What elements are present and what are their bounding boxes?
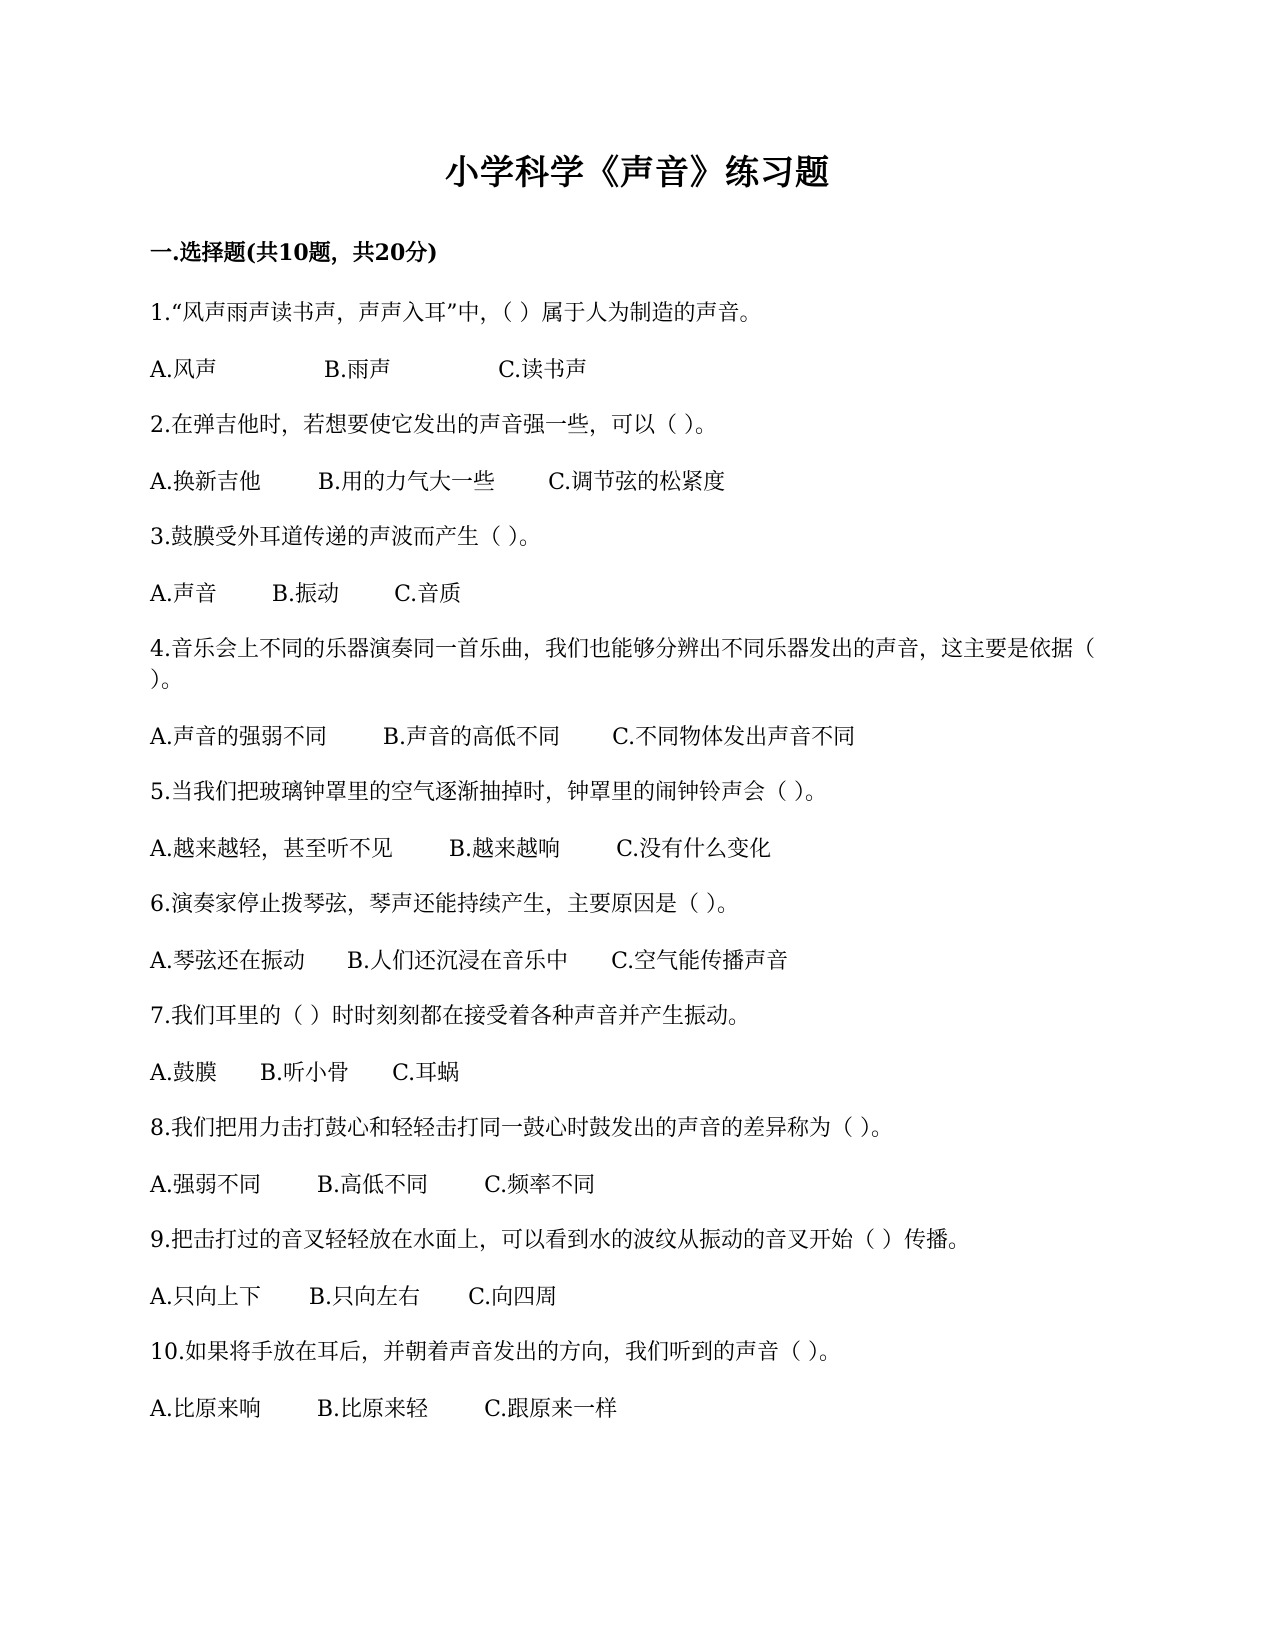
question-stem: 7.我们耳里的（ ）时时刻刻都在接受着各种声音并产生振动。 — [150, 1004, 750, 1029]
question-options — [150, 834, 1130, 865]
question-2 — [150, 410, 1130, 498]
option-c: C.音质 — [394, 582, 462, 607]
question-options — [150, 946, 1130, 977]
option-c: C.跟原来一样 — [484, 1397, 618, 1422]
option-c: C.读书声 — [498, 358, 588, 383]
question-6 — [150, 889, 1130, 977]
option-b: B.振动 — [271, 582, 340, 607]
section-heading: 一.选择题(共10题，共20分) — [150, 240, 438, 266]
question-options — [150, 355, 1130, 386]
option-b: B.只向左右 — [308, 1285, 421, 1310]
option-b: B.人们还沉浸在音乐中 — [346, 949, 569, 974]
option-a: A.琴弦还在振动 — [150, 949, 305, 974]
option-c: C.耳蜗 — [392, 1061, 460, 1086]
question-options — [150, 579, 1130, 610]
option-b: B.声音的高低不同 — [382, 725, 561, 750]
option-a: A.强弱不同 — [150, 1173, 261, 1198]
option-c: C.没有什么变化 — [616, 837, 772, 862]
question-stem: 1.“风声雨声读书声，声声入耳”中，（ ）属于人为制造的声音。 — [150, 301, 762, 326]
option-a: A.比原来响 — [150, 1397, 261, 1422]
option-a: A.风声 — [150, 358, 217, 383]
question-options — [150, 1170, 1130, 1201]
option-b: B.比原来轻 — [316, 1397, 429, 1422]
option-a: A.只向上下 — [150, 1285, 261, 1310]
question-8 — [150, 1113, 1130, 1201]
question-options — [150, 1394, 1130, 1425]
option-b: B.用的力气大一些 — [317, 470, 496, 495]
question-options — [150, 1058, 1130, 1089]
option-b: B.越来越响 — [448, 837, 561, 862]
question-list — [150, 298, 1130, 1449]
question-stem: 6.演奏家停止拨琴弦，琴声还能持续产生，主要原因是（ ）。 — [150, 892, 739, 917]
question-stem: 4.音乐会上不同的乐器演奏同一首乐曲，我们也能够分辨出不同乐器发出的声音，这主要是依据（ ）。 — [150, 637, 1095, 693]
question-stem: 9.把击打过的音叉轻轻放在水面上，可以看到水的波纹从振动的音叉开始（ ）传播。 — [150, 1228, 970, 1253]
option-b: B.听小骨 — [259, 1061, 350, 1086]
option-c: C.调节弦的松紧度 — [548, 470, 726, 495]
question-7 — [150, 1001, 1130, 1089]
question-5 — [150, 777, 1130, 865]
option-c: C.空气能传播声音 — [611, 949, 789, 974]
option-b: B.高低不同 — [316, 1173, 429, 1198]
option-a: A.声音 — [150, 582, 217, 607]
question-options — [150, 722, 1130, 753]
option-c: C.频率不同 — [484, 1173, 596, 1198]
question-stem: 10.如果将手放在耳后，并朝着声音发出的方向，我们听到的声音（ ）。 — [150, 1340, 841, 1365]
question-stem: 2.在弹吉他时，若想要使它发出的声音强一些，可以（ ）。 — [150, 413, 717, 438]
question-stem: 5.当我们把玻璃钟罩里的空气逐渐抽掉时，钟罩里的闹钟铃声会（ ）。 — [150, 780, 827, 805]
option-c: C.向四周 — [468, 1285, 558, 1310]
question-stem: 8.我们把用力击打鼓心和轻轻击打同一鼓心时鼓发出的声音的差异称为（ ）。 — [150, 1116, 893, 1141]
question-3 — [150, 522, 1130, 610]
option-a: A.声音的强弱不同 — [150, 725, 327, 750]
question-1 — [150, 298, 1130, 386]
document-title: 小学科学《声音》练习题 — [445, 153, 830, 193]
question-10 — [150, 1337, 1130, 1425]
question-9 — [150, 1225, 1130, 1313]
option-b: B.雨声 — [323, 358, 392, 383]
option-c: C.不同物体发出声音不同 — [612, 725, 856, 750]
option-a: A.鼓膜 — [150, 1061, 217, 1086]
question-stem: 3.鼓膜受外耳道传递的声波而产生（ ）。 — [150, 525, 541, 550]
option-a: A.越来越轻，甚至听不见 — [150, 837, 393, 862]
question-options — [150, 1282, 1130, 1313]
question-4 — [150, 634, 1130, 753]
option-a: A.换新吉他 — [150, 470, 261, 495]
question-options — [150, 467, 1130, 498]
